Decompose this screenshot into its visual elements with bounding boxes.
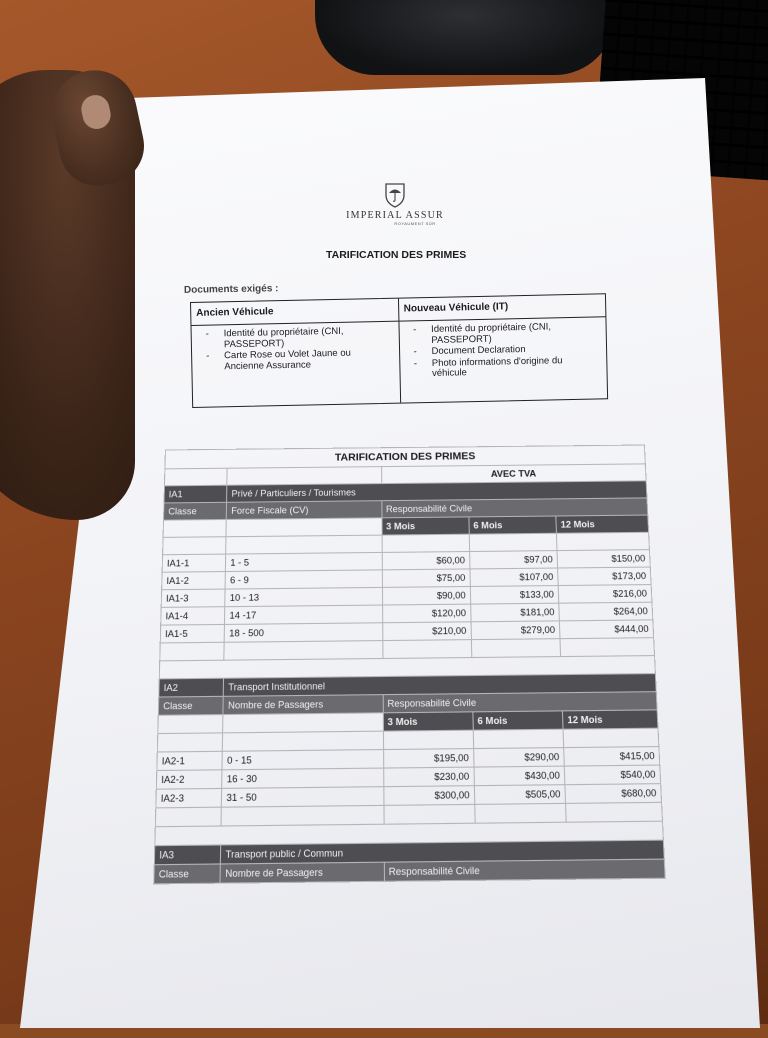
price-cell: $97,00 bbox=[469, 551, 557, 569]
premium-table-body bbox=[154, 445, 665, 884]
new-vehicle-header: Nouveau Véhicule (IT) bbox=[398, 294, 605, 321]
old-vehicle-header: Ancien Véhicule bbox=[191, 299, 398, 326]
table-cell bbox=[163, 537, 227, 555]
price-cell: $120,00 bbox=[382, 604, 471, 623]
brand-tagline: ROYAUMENT SÛR bbox=[394, 221, 436, 226]
rc-label: Responsabilité Civile bbox=[384, 859, 665, 881]
price-cell: $210,00 bbox=[382, 622, 471, 641]
criteria-label: Nombre de Passagers bbox=[223, 695, 383, 715]
new-vehicle-list bbox=[399, 317, 607, 380]
table-cell bbox=[224, 641, 382, 661]
list-item: - Identité du propriétaire (CNI, PASSEPORT) bbox=[206, 326, 391, 351]
table-cell bbox=[155, 807, 221, 827]
class-cell: IA1-1 bbox=[162, 554, 226, 572]
section-code: IA3 bbox=[154, 845, 221, 865]
table-cell bbox=[383, 804, 474, 824]
old-vehicle-column bbox=[191, 299, 400, 407]
period-label: 12 Mois bbox=[562, 710, 658, 729]
criteria-label: Nombre de Passagers bbox=[220, 862, 384, 883]
premium-table-wrap bbox=[154, 445, 665, 880]
period-label: 12 Mois bbox=[556, 515, 649, 533]
table-cell bbox=[383, 730, 473, 749]
price-cell: $279,00 bbox=[471, 621, 560, 640]
monitor-stand bbox=[315, 0, 615, 75]
table-cell bbox=[382, 534, 470, 552]
table-cell bbox=[560, 638, 655, 657]
range-cell: 18 - 500 bbox=[224, 623, 382, 643]
price-cell: $505,00 bbox=[474, 785, 565, 805]
list-item: - Photo informations d'origine du véhicule bbox=[414, 355, 599, 380]
period-label: 3 Mois bbox=[382, 517, 470, 535]
table-cell bbox=[382, 640, 471, 659]
section-code: IA2 bbox=[159, 678, 224, 697]
range-cell: 6 - 9 bbox=[225, 570, 382, 589]
period-label: 3 Mois bbox=[383, 712, 473, 731]
section-code: IA1 bbox=[164, 485, 227, 503]
range-cell: 0 - 15 bbox=[222, 750, 383, 770]
table-cell bbox=[157, 733, 223, 752]
price-cell: $150,00 bbox=[557, 550, 650, 568]
price-cell: $173,00 bbox=[558, 567, 652, 586]
class-label: Classe bbox=[158, 696, 223, 715]
table-cell bbox=[556, 532, 649, 550]
required-documents-table bbox=[190, 293, 608, 408]
price-cell: $680,00 bbox=[565, 784, 662, 804]
class-cell: IA1-2 bbox=[162, 572, 226, 590]
price-cell: $264,00 bbox=[559, 602, 653, 621]
table-cell bbox=[566, 802, 663, 822]
class-cell: IA2-2 bbox=[156, 770, 222, 789]
umbrella-shield-icon bbox=[383, 182, 407, 208]
price-cell: $60,00 bbox=[382, 552, 470, 570]
class-cell: IA2-1 bbox=[157, 751, 223, 770]
table-cell bbox=[221, 805, 383, 826]
price-cell: $75,00 bbox=[382, 569, 470, 587]
range-cell: 14 -17 bbox=[225, 605, 383, 624]
price-cell: $300,00 bbox=[383, 786, 474, 806]
price-cell: $90,00 bbox=[382, 586, 470, 605]
table-cell bbox=[223, 713, 383, 733]
price-cell: $230,00 bbox=[383, 767, 474, 787]
class-cell: IA1-4 bbox=[161, 607, 225, 625]
section-name: Transport Institutionnel bbox=[223, 674, 656, 697]
list-item: - Document Declaration bbox=[413, 343, 598, 357]
price-cell: $195,00 bbox=[383, 749, 474, 768]
premium-table bbox=[153, 445, 666, 885]
table-cell bbox=[160, 642, 225, 661]
price-cell: $444,00 bbox=[559, 620, 653, 639]
table-cell bbox=[158, 715, 223, 734]
new-vehicle-column bbox=[397, 294, 607, 402]
table-cell bbox=[164, 468, 227, 486]
table-cell bbox=[227, 467, 381, 486]
section-name: Transport public / Commun bbox=[221, 840, 665, 864]
price-cell: $181,00 bbox=[470, 603, 559, 622]
premium-table-title: TARIFICATION DES PRIMES bbox=[165, 445, 645, 469]
price-cell: $415,00 bbox=[564, 747, 660, 767]
brand-logo bbox=[340, 182, 450, 226]
class-cell: IA1-3 bbox=[161, 589, 225, 607]
range-cell: 16 - 30 bbox=[222, 768, 383, 788]
list-item: - Carte Rose ou Volet Jaune ou Ancienne Assurance bbox=[206, 348, 391, 373]
document-title: TARIFICATION DES PRIMES bbox=[326, 249, 467, 261]
list-item: - Identité du propriétaire (CNI, PASSEPORT) bbox=[413, 321, 598, 346]
table-cell bbox=[223, 731, 384, 751]
range-cell: 1 - 5 bbox=[226, 552, 382, 571]
table-cell bbox=[473, 729, 564, 748]
price-cell: $107,00 bbox=[470, 568, 558, 586]
table-cell bbox=[163, 519, 226, 537]
tva-header: AVEC TVA bbox=[381, 464, 646, 484]
rc-label: Responsabilité Civile bbox=[381, 498, 647, 518]
class-label: Classe bbox=[154, 864, 221, 884]
section-name: Privé / Particuliers / Tourismes bbox=[227, 481, 647, 502]
price-cell: $430,00 bbox=[474, 766, 565, 786]
brand-name: IMPERIAL ASSUR bbox=[346, 210, 444, 221]
class-cell: IA2-3 bbox=[156, 788, 222, 807]
price-cell: $290,00 bbox=[473, 748, 564, 767]
price-cell: $540,00 bbox=[564, 765, 660, 785]
price-cell: $216,00 bbox=[558, 585, 652, 604]
table-cell bbox=[471, 639, 560, 658]
class-cell: IA1-5 bbox=[160, 624, 224, 643]
rc-label: Responsabilité Civile bbox=[383, 692, 657, 713]
class-label: Classe bbox=[164, 502, 227, 520]
table-cell bbox=[469, 533, 557, 551]
period-label: 6 Mois bbox=[473, 711, 563, 730]
table-cell bbox=[563, 728, 659, 747]
table-cell bbox=[226, 518, 381, 537]
period-label: 6 Mois bbox=[469, 516, 557, 534]
range-cell: 31 - 50 bbox=[222, 787, 384, 807]
table-cell bbox=[475, 803, 567, 823]
old-vehicle-list bbox=[192, 322, 399, 373]
required-documents-label: Documents exigés : bbox=[183, 283, 279, 296]
range-cell: 10 - 13 bbox=[225, 587, 382, 606]
table-cell bbox=[226, 535, 382, 554]
price-cell: $133,00 bbox=[470, 586, 559, 605]
criteria-label: Force Fiscale (CV) bbox=[227, 501, 382, 520]
